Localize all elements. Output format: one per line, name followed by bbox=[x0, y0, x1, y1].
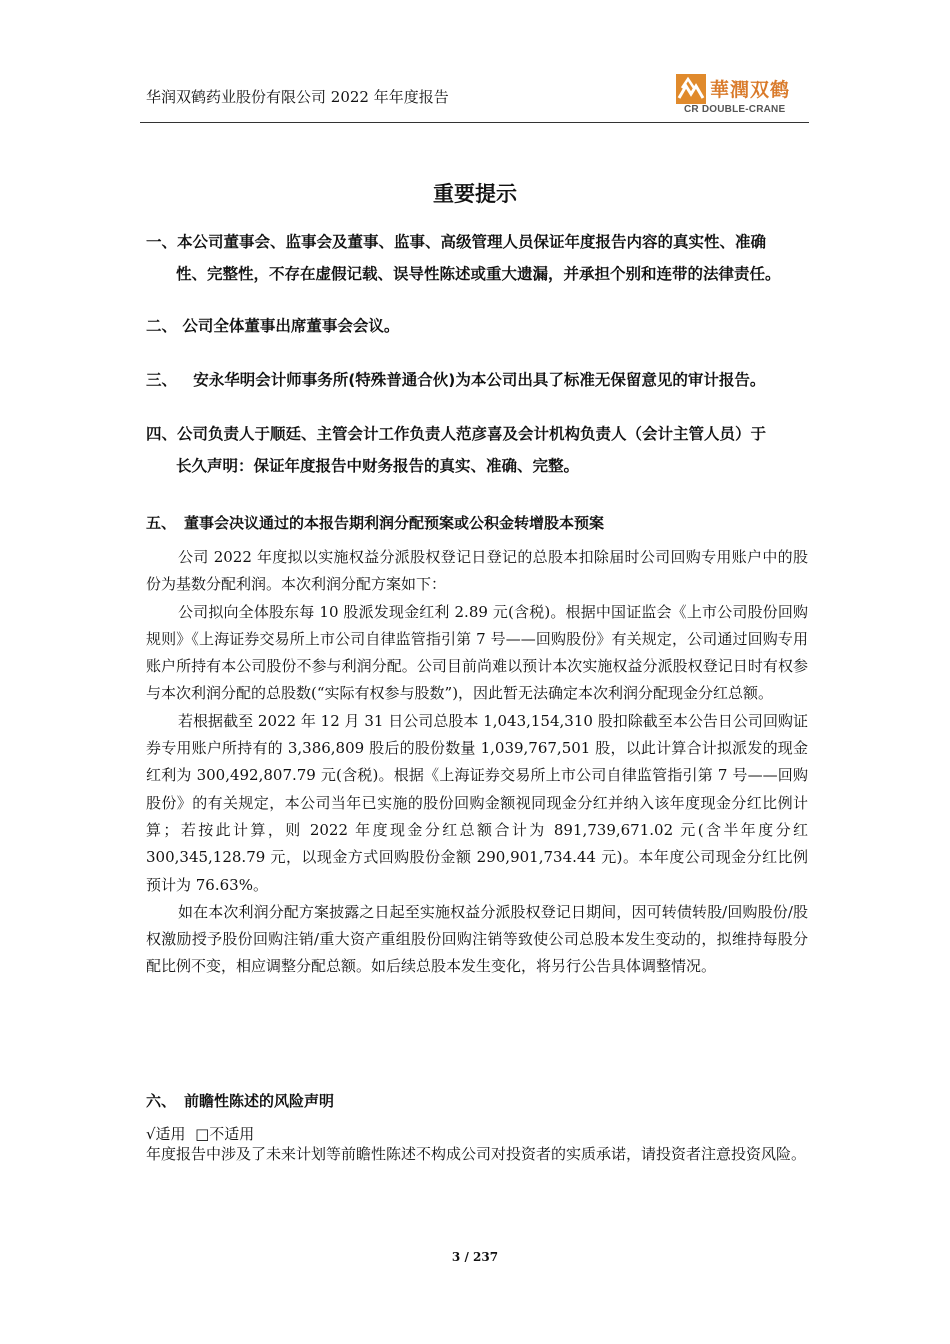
page-title: 重要提示 bbox=[433, 182, 517, 206]
page-number: 3 / 237 bbox=[451, 1250, 499, 1264]
notice-number: 二、 bbox=[146, 317, 178, 335]
notice-number: 一、 bbox=[146, 233, 178, 251]
paragraph: 如在本次利润分配方案披露之日起至实施权益分派股权登记日期间，因可转债转股/回购股份/股权激励授予股份回购注销/重大资产重组股份回购注销等致使公司总股本发生变动的，拟维持每股分配比例不变，相应调整分配总额。如后续总股本发生变化，将另行公告具体调整情况。 bbox=[146, 902, 808, 976]
notice-2 bbox=[146, 310, 806, 342]
paragraph: 公司拟向全体股东每 10 股派发现金红利 2.89 元(含税)。根据中国证监会《上市公司股份回购规则》《上海证券交易所上市公司自律监管指引第 7 号——回购股份》有关规定，公司通过回购专用账户所持有本公司股份不参与利润分配。公司目前尚难以预计本次实施权益分派股权登记日时有权参与本次利润分配的总股数(“实际有权参与股数”)，因此暂无法确定本次利润分配现金分红总额。 bbox=[146, 602, 808, 703]
section-heading-text: 前瞻性陈述的风险声明 bbox=[184, 1092, 335, 1110]
notice-text: 公司负责人于顺廷、主管会计工作负责人范彦喜及会计机构负责人（会计主管人员）于 bbox=[177, 425, 767, 443]
notice-text: 安永华明会计师事务所(特殊普通合伙)为本公司出具了标准无保留意见的审计报告。 bbox=[193, 371, 766, 389]
section-number: 五、 bbox=[146, 514, 177, 532]
applicability-options bbox=[146, 1123, 254, 1144]
notice-number: 四、 bbox=[146, 425, 178, 443]
section-5-body bbox=[146, 544, 808, 981]
notice-4 bbox=[146, 418, 806, 482]
section-5-heading bbox=[146, 512, 604, 533]
section-6-heading bbox=[146, 1090, 334, 1111]
logo-english-text: CR DOUBLE-CRANE bbox=[684, 104, 786, 115]
section-number: 六、 bbox=[146, 1092, 177, 1110]
notice-text-continued: 性、完整性，不存在虚假记载、误导性陈述或重大遗漏，并承担个别和连带的法律责任。 bbox=[176, 265, 781, 283]
header-divider bbox=[140, 122, 809, 123]
paragraph: 若根据截至 2022 年 12 月 31 日公司总股本 1,043,154,310 股扣除截至本公告日公司回购证券专用账户所持有的 3,386,809 股后的股份数量 1,039,767,501 股，以此计算合计拟派发的现金红利为 300,492,807.79 元(含税)。根据《上海证券交易所上市公司自律监管指引第 7 号——回购股份》的有关规定，本公司当年已实施的股份回购金额视同现金分红并纳入该年度现金分红比例计算；若按此计算，则 2022 年度现金分红总额合计为 891,739,671.02 元(含半年度分红 300,345,128.79 元，以现金方式回购股份金额 290,901,734.44 元)。本年度公司现金分红比例预计为 76.63%。 bbox=[146, 711, 808, 894]
forward-looking-note: 年度报告中涉及了未来计划等前瞻性陈述不构成公司对投资者的实质承诺，请投资者注意投资风险。 bbox=[146, 1145, 807, 1163]
notice-number: 三、 bbox=[146, 371, 178, 389]
notice-1 bbox=[146, 226, 806, 290]
logo-chinese-text: 華潤双鹤 bbox=[710, 79, 791, 101]
notice-text: 本公司董事会、监事会及董事、监事、高级管理人员保证年度报告内容的真实性、准确 bbox=[177, 233, 767, 251]
company-logo bbox=[676, 72, 808, 118]
header-company-report: 华润双鹤药业股份有限公司 2022 年年度报告 bbox=[146, 88, 449, 106]
paragraph: 公司 2022 年度拟以实施权益分派股权登记日登记的总股本扣除届时公司回购专用账户中的股份为基数分配利润。本次利润分配方案如下： bbox=[146, 548, 808, 594]
not-applicable-unchecked: □不适用 bbox=[195, 1125, 255, 1143]
notice-3 bbox=[146, 364, 806, 396]
notice-text-continued: 长久声明：保证年度报告中财务报告的真实、准确、完整。 bbox=[176, 457, 580, 475]
crane-logo-icon bbox=[676, 74, 706, 104]
notice-text: 公司全体董事出席董事会会议。 bbox=[182, 317, 400, 335]
applicable-checked: √适用 bbox=[146, 1125, 186, 1143]
section-heading-text: 董事会决议通过的本报告期利润分配预案或公积金转增股本预案 bbox=[184, 514, 605, 532]
